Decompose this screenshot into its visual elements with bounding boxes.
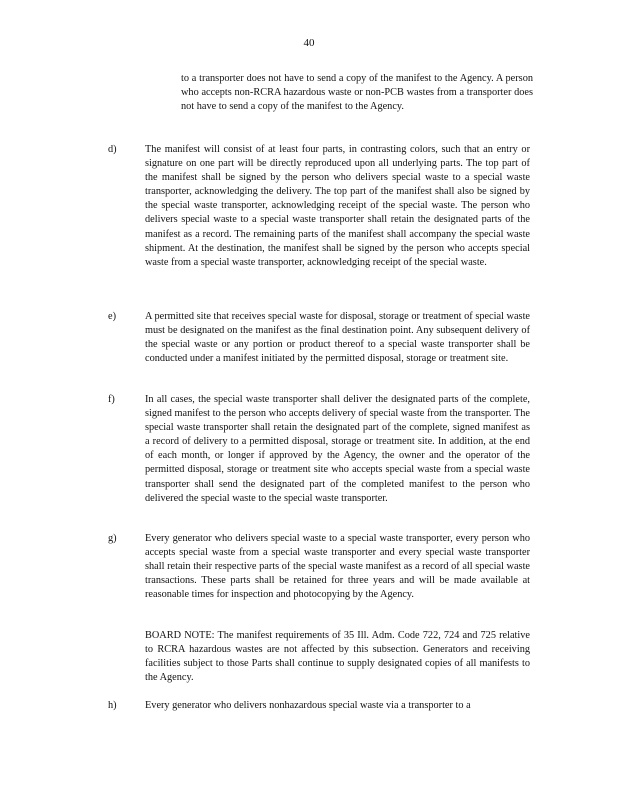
paragraph-text: Every generator who delivers nonhazardous special waste via a transporter to a	[145, 700, 471, 711]
page-number: 40	[303, 37, 315, 49]
continuation-paragraph: to a transporter does not have to send a copy of the manifest to the Agency. A person who accepts non-RCRA hazardous waste or non-PCB wastes from a transporter does not have to send a copy of the manifest to the Agency.	[181, 73, 533, 113]
paragraph-letter: e)	[108, 311, 116, 322]
paragraph-letter: d)	[108, 144, 117, 155]
paragraph-text: The manifest will consist of at least four parts, in contrasting colors, such that an entry or signature on one part will be directly reproduced upon all underlying parts. The top part of the manifest shall be signed by the person who delivers special waste to a special waste transporter, acknowledging the delivery. The top part of the manifest shall also be signed by the special waste transporter, acknowledging receipt of the special waste. The person who delivers special waste to a special waste transporter shall retain the designated parts of the manifest as a record. The remaining parts of the manifest shall accompany the special waste shipment. At the destination, the manifest shall be signed by the person who accepts special waste from a special waste transporter, acknowledging receipt of the special waste.	[145, 144, 530, 268]
paragraph-text: A permitted site that receives special waste for disposal, storage or treatment of special waste must be designated on the manifest as the final destination point. Any subsequent delivery of the special waste or any portion or product thereof to a special waste transporter shall be conducted under a manifest initiated by the permitted disposal, storage or treatment site.	[145, 311, 530, 365]
paragraph-text: In all cases, the special waste transporter shall deliver the designated parts of the complete, signed manifest to the person who accepts delivery of special waste from the transporter. The special waste transporter shall retain the designated part of the complete, signed manifest as a record of delivery to a permitted disposal, storage or treatment site. In addition, at the end of each month, or longer if approved by the Agency, the owner and the operator of the permitted disposal, storage or treatment site who accepts special waste from a special waste transporter shall send the designated part of the completed manifest to the person who delivered the special waste to the special waste transporter.	[145, 394, 530, 504]
paragraph-text: Every generator who delivers special waste to a special waste transporter, every person who accepts special waste from a special waste transporter and every special waste transporter shall retain their respective parts of the special waste manifest as a record of all special waste transactions. These parts shall be retained for three years and will be made available at reasonable times for inspection and photocopying by the Agency.	[145, 533, 530, 601]
paragraph-letter: f)	[108, 394, 115, 405]
paragraph-letter: h)	[108, 700, 117, 711]
paragraph-letter: g)	[108, 533, 117, 544]
board-note: BOARD NOTE: The manifest requirements of 35 Ill. Adm. Code 722, 724 and 725 relative to RCRA hazardous wastes are not affected by this subsection. Generators and receiving facilities subject to those Parts shall continue to supply designated copies of all manifests to the Agency.	[145, 630, 530, 684]
